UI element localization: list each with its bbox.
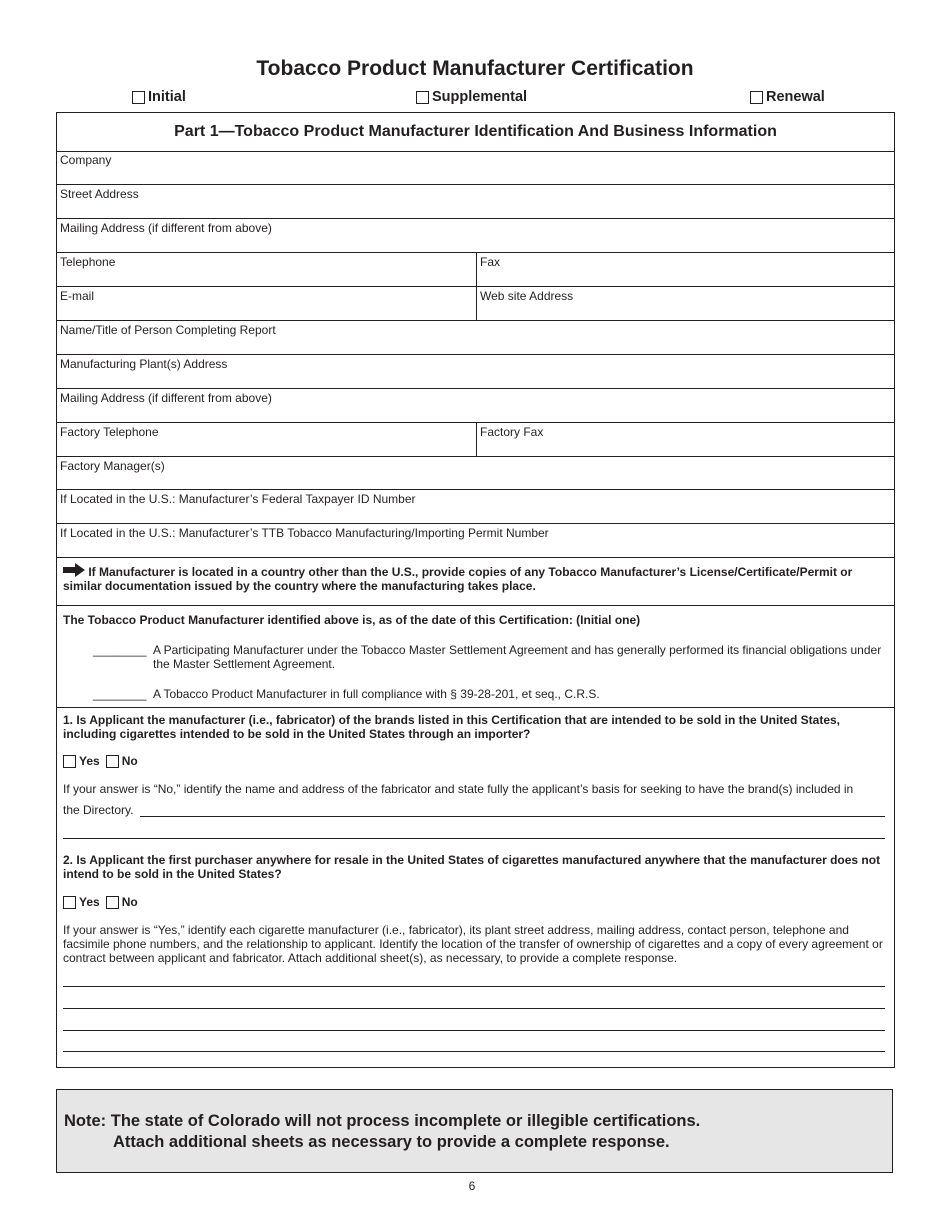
q1-answer-line[interactable]: [63, 838, 885, 839]
email-field[interactable]: [57, 287, 476, 321]
status-opt2-blank[interactable]: ________: [93, 687, 147, 701]
website-field[interactable]: [476, 287, 894, 321]
divider: [57, 707, 894, 708]
part1-heading: Part 1—Tobacco Product Manufacturer Identification And Business Information: [57, 113, 894, 152]
q1-yes-no: [63, 754, 138, 768]
fax-label: Fax: [480, 255, 501, 269]
q1-followup-line2: the Directory.: [63, 803, 134, 817]
q1-yes-checkbox[interactable]: [63, 755, 76, 768]
status-opt1-blank[interactable]: ________: [93, 643, 147, 657]
q2-no-label: No: [121, 895, 138, 909]
company-field[interactable]: [57, 151, 894, 185]
street-address-label: Street Address: [60, 187, 139, 201]
checkbox-initial-label: Initial: [148, 89, 186, 105]
status-intro: The Tobacco Product Manufacturer identified above is, as of the date of this Certification: (Initial one): [63, 613, 641, 627]
mailing-address-field[interactable]: [57, 219, 894, 253]
plant-address-label: Manufacturing Plant(s) Address: [60, 357, 228, 371]
checkbox-renewal-label: Renewal: [766, 89, 825, 105]
name-title-label: Name/Title of Person Completing Report: [60, 323, 276, 337]
factory-fax-label: Factory Fax: [480, 425, 544, 439]
q2-answer-line[interactable]: [63, 1051, 885, 1052]
q2-yes-checkbox[interactable]: [63, 896, 76, 909]
note-box: [56, 1089, 893, 1173]
q1-followup-line1: If your answer is “No,” identify the name and address of the fabricator and state fully the applicant’s basis for seeking to have the brand(s) included in: [63, 782, 854, 796]
form-title: Tobacco Product Manufacturer Certification: [256, 57, 694, 80]
q2-no-checkbox[interactable]: [106, 896, 119, 909]
note-line1: Note: The state of Colorado will not process incomplete or illegible certifications.: [64, 1112, 701, 1130]
checkbox-renewal[interactable]: [750, 89, 825, 105]
fax-field[interactable]: [476, 253, 894, 287]
q1-no-label: No: [121, 754, 138, 768]
factory-telephone-label: Factory Telephone: [60, 425, 159, 439]
divider: [57, 605, 894, 606]
checkbox-box[interactable]: [132, 91, 145, 104]
q1-yes-label: Yes: [79, 754, 100, 768]
status-opt1-text: A Participating Manufacturer under the Tobacco Master Settlement Agreement and has generally performed its financial obligations under the Master Settlement Agreement.: [153, 643, 882, 671]
q1-answer-line[interactable]: [140, 816, 885, 817]
street-address-field[interactable]: [57, 185, 894, 219]
q2-answer-line[interactable]: [63, 1008, 885, 1009]
ttb-permit-label: If Located in the U.S.: Manufacturer’s TTB Tobacco Manufacturing/Importing Permit Number: [60, 526, 549, 540]
website-label: Web site Address: [480, 289, 574, 303]
telephone-label: Telephone: [60, 255, 116, 269]
company-label: Company: [60, 153, 112, 167]
taxpayer-id-field[interactable]: [57, 490, 894, 524]
plant-address-field[interactable]: [57, 355, 894, 389]
foreign-manufacturer-note: [63, 565, 888, 593]
part1-form: [56, 112, 895, 1068]
checkbox-initial[interactable]: [132, 89, 186, 105]
factory-manager-label: Factory Manager(s): [60, 459, 165, 473]
q2-answer-line[interactable]: [63, 1030, 885, 1031]
plant-mailing-field[interactable]: [57, 389, 894, 423]
email-label: E-mail: [60, 289, 95, 303]
plant-mailing-label: Mailing Address (if different from above): [60, 391, 272, 405]
factory-fax-field[interactable]: [476, 423, 894, 457]
checkbox-box[interactable]: [750, 91, 763, 104]
taxpayer-id-label: If Located in the U.S.: Manufacturer’s Federal Taxpayer ID Number: [60, 492, 416, 506]
note-line2: Attach additional sheets as necessary to provide a complete response.: [113, 1133, 670, 1151]
ttb-permit-field[interactable]: [57, 524, 894, 558]
arrow-right-icon: [63, 565, 85, 577]
page-number: 6: [468, 1179, 476, 1193]
q2-followup: If your answer is “Yes,” identify each cigarette manufacturer (i.e., fabricator), its plant street address, mailing address, contact person, telephone and facsimile phone numbers, and the relationship to applicant. Identify the location of the transfer of ownership of cigarettes and a copy of every agreement or contract between applicant and fabricator. Attach additional sheet(s), as necessary, to provide a complete response.: [63, 923, 883, 965]
foreign-note-text: If Manufacturer is located in a country other than the U.S., provide copies of any Tobacco Manufacturer’s License/Certificate/Permit or similar documentation issued by the country where the manufacturing takes place.: [63, 565, 853, 593]
q2-yes-no: [63, 895, 138, 909]
question-1: 1. Is Applicant the manufacturer (i.e., fabricator) of the brands listed in this Certification that are intended to be sold in the United States, including cigarettes intended to be sold in the United States through an importer?: [63, 713, 840, 741]
checkbox-supplemental-label: Supplemental: [432, 89, 528, 105]
name-title-field[interactable]: [57, 321, 894, 355]
status-opt2-text: A Tobacco Product Manufacturer in full compliance with § 39-28-201, et seq., C.R.S.: [153, 687, 600, 701]
question-2: 2. Is Applicant the first purchaser anywhere for resale in the United States of cigarettes manufactured anywhere that the manufacturer does not intend to be sold in the United States?: [63, 853, 881, 881]
checkbox-box[interactable]: [416, 91, 429, 104]
q1-no-checkbox[interactable]: [106, 755, 119, 768]
mailing-address-label: Mailing Address (if different from above): [60, 221, 272, 235]
factory-telephone-field[interactable]: [57, 423, 476, 457]
factory-manager-field[interactable]: [57, 457, 894, 490]
telephone-field[interactable]: [57, 253, 476, 287]
checkbox-supplemental[interactable]: [416, 89, 527, 105]
q2-yes-label: Yes: [79, 895, 100, 909]
q2-answer-line[interactable]: [63, 986, 885, 987]
